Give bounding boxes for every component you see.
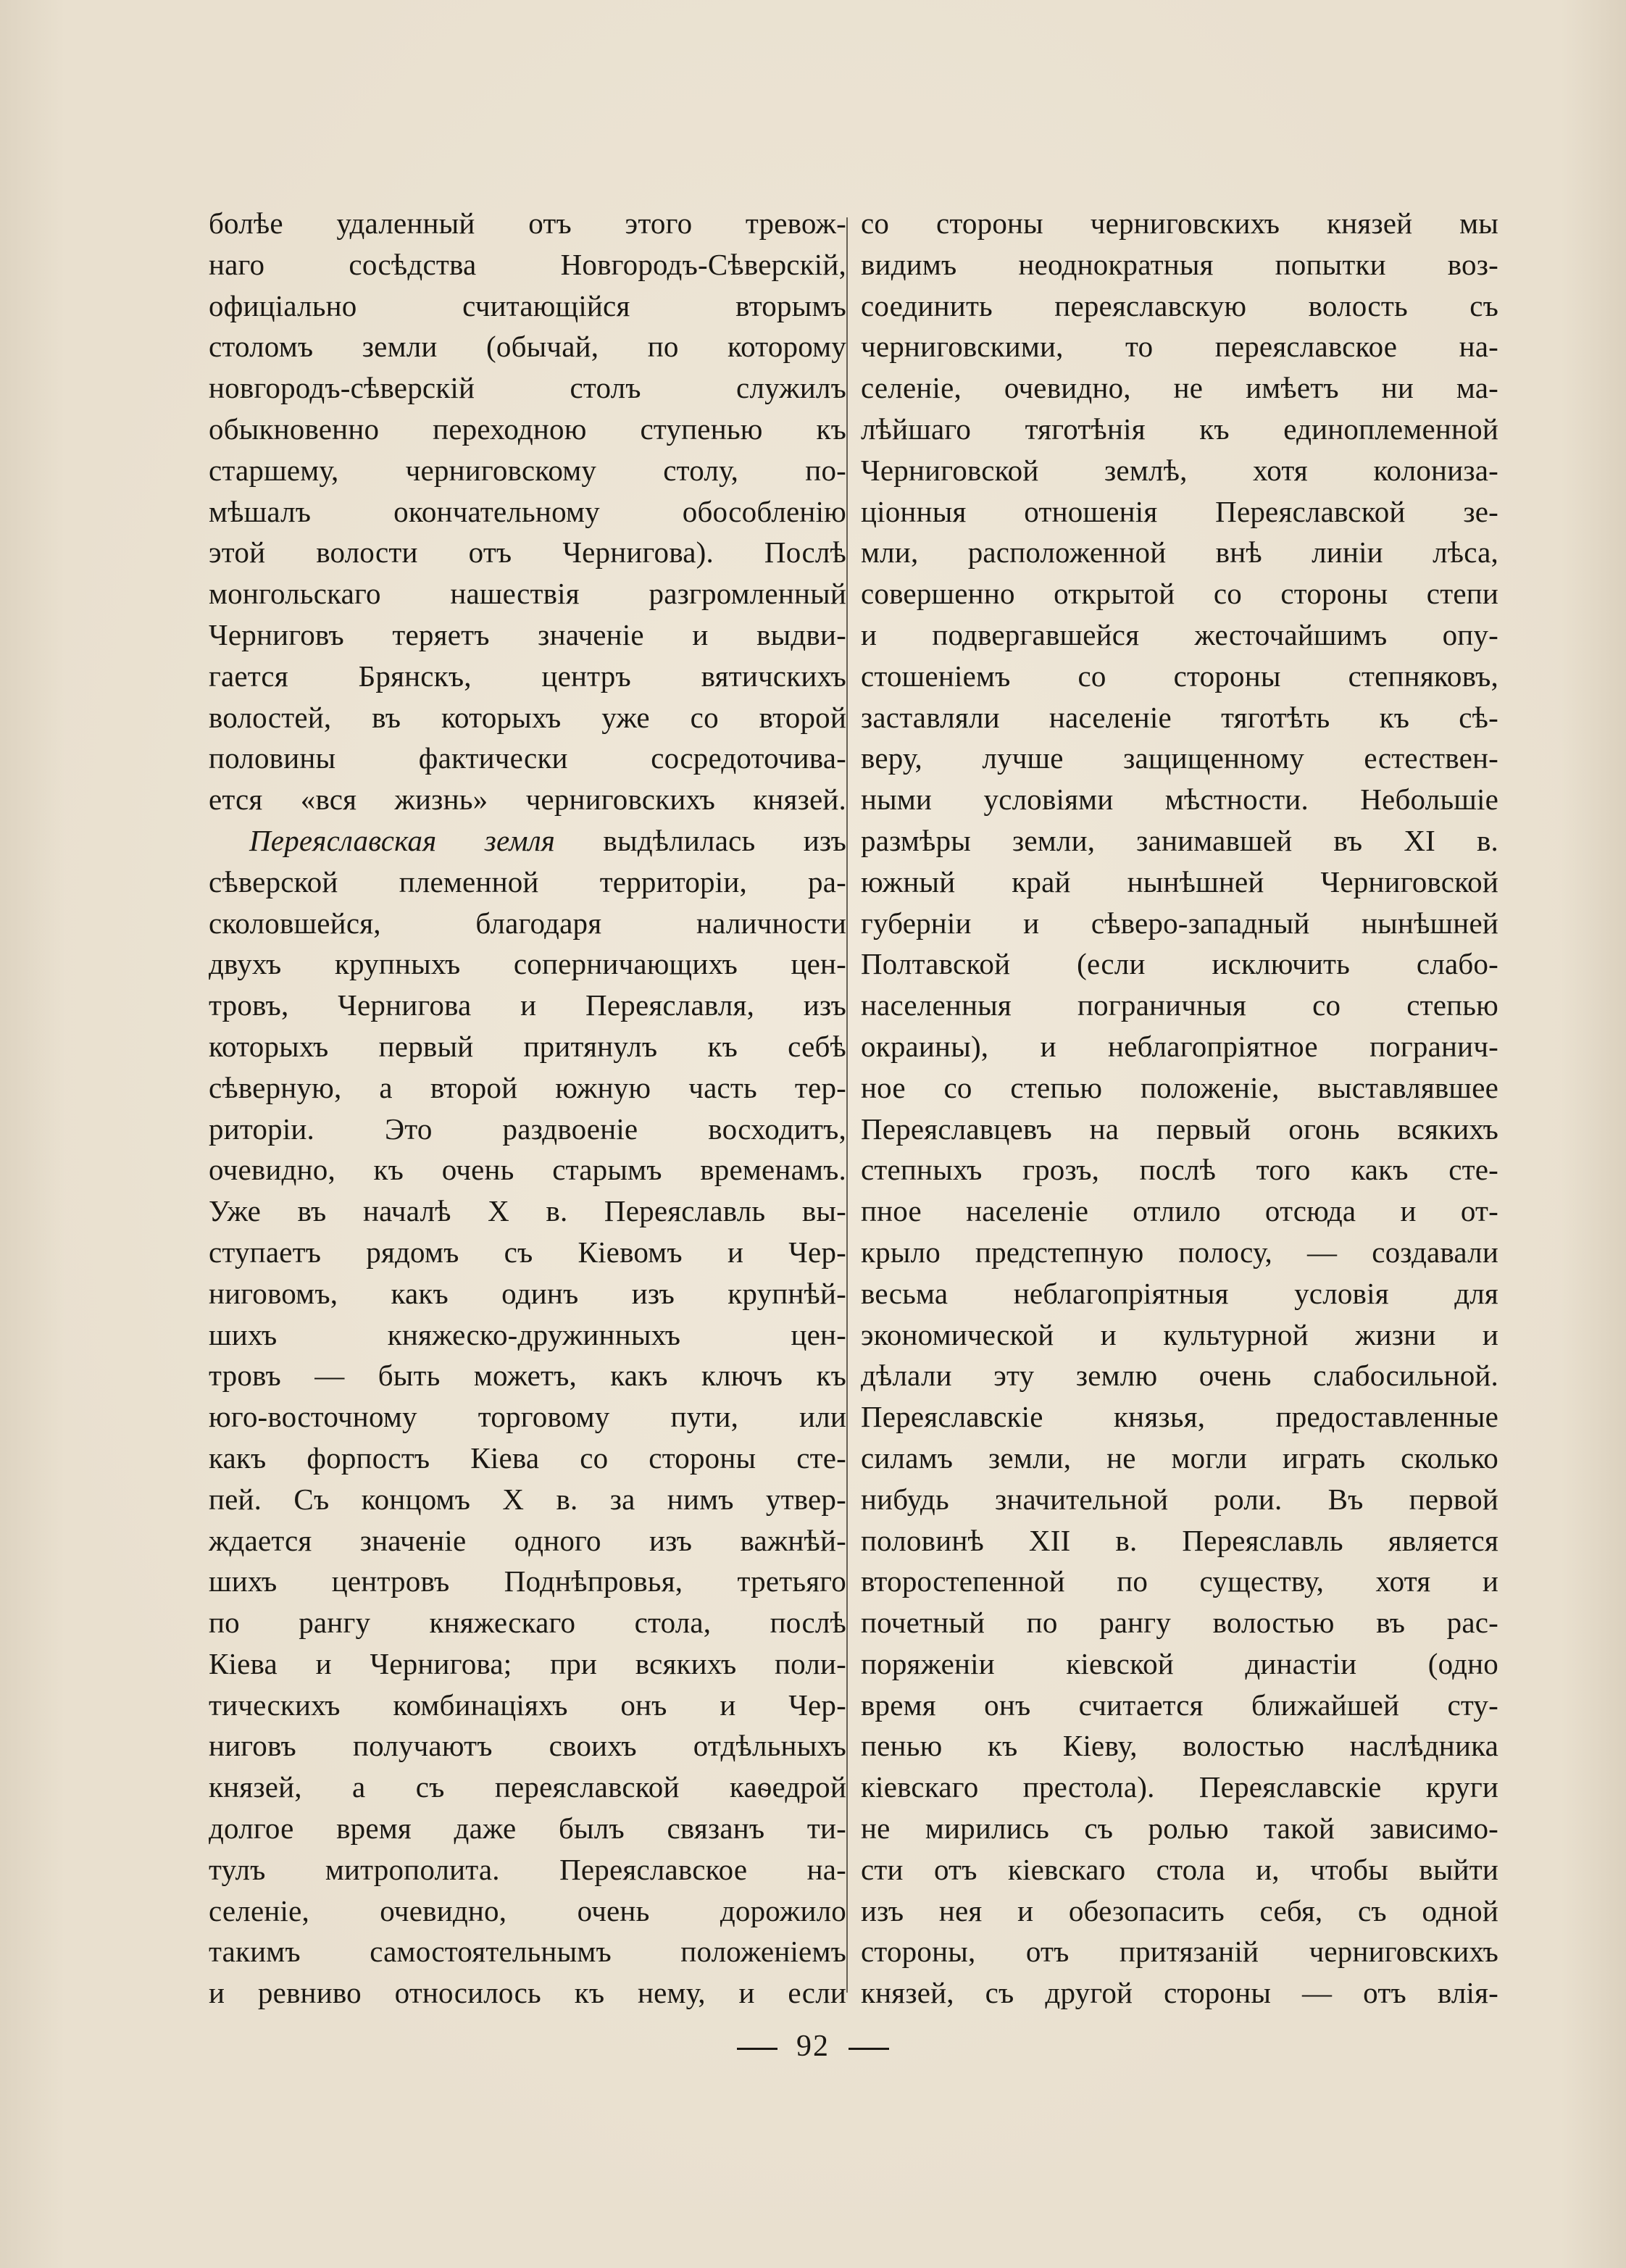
text-fragment: выдѣлилась изъ [555, 823, 846, 857]
text-line: ное со степью положеніе, выставлявшее [861, 1070, 1498, 1104]
em-dash-left [737, 2048, 777, 2050]
left-column [209, 203, 846, 2014]
text-line: половинѣ XII в. Переяславль является [861, 1523, 1498, 1557]
section-heading-italic: Переяславская земля [249, 823, 556, 857]
text-line: этой волости отъ Чернигова). Послѣ [209, 535, 846, 570]
right-column [861, 203, 1498, 2014]
text-line: сѣверную, а второй южную часть тер- [209, 1070, 846, 1104]
text-line: стороны, отъ притязаній черниговскихъ [861, 1935, 1498, 1969]
text-line: ниговъ получаютъ своихъ отдѣльныхъ [209, 1729, 846, 1763]
text-line: размѣры земли, занимавшей въ XI в. [861, 823, 1498, 857]
text-line: степныхъ грозъ, послѣ того какъ сте- [861, 1153, 1498, 1187]
text-line: тровъ — быть можетъ, какъ ключъ къ [209, 1359, 846, 1393]
text-line: риторіи. Это раздвоеніе восходитъ, [209, 1112, 846, 1146]
text-line: Переяславскіе князья, предоставленные [861, 1400, 1498, 1434]
text-line: мѣшалъ окончательному обособленію [209, 494, 846, 528]
text-line: со стороны черниговскихъ князей мы [861, 207, 1498, 240]
text-line: окраины), и неблагопріятное погранич- [861, 1029, 1498, 1063]
text-line: изъ нея и обезопасить себя, съ одной [861, 1893, 1498, 1927]
text-line: пное населеніе отлило отсюда и от- [861, 1194, 1498, 1228]
text-line: столомъ земли (обычай, по которому [209, 330, 846, 364]
text-line: видимъ неоднократныя попытки воз- [861, 247, 1498, 281]
text-line: нибудь значительной роли. Въ первой [861, 1482, 1498, 1516]
text-line: наго сосѣдства Новгородъ-Сѣверскій, [209, 247, 846, 281]
text-line: селеніе, очевидно, не имѣетъ ни ма- [861, 371, 1498, 405]
text-line: губерніи и сѣверо-западный нынѣшней [861, 906, 1498, 940]
text-line: пей. Съ концомъ X в. за нимъ утвер- [209, 1482, 846, 1516]
text-line: ниговомъ, какъ одинъ изъ крупнѣй- [209, 1276, 846, 1310]
text-line: черниговскими, то переяславское на- [861, 330, 1498, 364]
text-line: пенью къ Кіеву, волостью наслѣдника [861, 1729, 1498, 1763]
text-line: двухъ крупныхъ соперничающихъ цен- [209, 947, 846, 981]
text-line: по рангу княжескаго стола, послѣ [209, 1606, 846, 1640]
text-line: долгое время даже былъ связанъ ти- [209, 1812, 846, 1846]
text-line: поряженіи кіевской династіи (одно [861, 1646, 1498, 1680]
text-line: старшему, черниговскому столу, по- [209, 453, 846, 487]
text-line: князей, а съ переяславской каѳедрой [209, 1770, 846, 1804]
paragraph-start-line [209, 820, 846, 862]
text-line: Черниговъ теряетъ значеніе и выдви- [209, 617, 846, 651]
text-line: сти отъ кіевскаго стола и, чтобы выйти [861, 1852, 1498, 1886]
text-line: гается Брянскъ, центръ вятичскихъ [209, 659, 846, 693]
text-line: второстепенной по существу, хотя и [861, 1564, 1498, 1598]
text-line: тическихъ комбинаціяхъ онъ и Чер- [209, 1688, 846, 1722]
text-line: веру, лучше защищенному естествен- [861, 741, 1498, 775]
text-line: Полтавской (если исключить слабо- [861, 947, 1498, 981]
text-line: Переяславцевъ на первый огонь всякихъ [861, 1112, 1498, 1146]
text-line: совершенно открытой со стороны степи [861, 577, 1498, 611]
text-line: ціонныя отношенія Переяславской зе- [861, 494, 1498, 528]
text-line: офиціально считающійся вторымъ [209, 288, 846, 322]
text-line: обыкновенно переходною ступенью къ [209, 412, 846, 446]
column-divider [846, 217, 848, 1993]
text-line: тулъ митрополита. Переяславское на- [209, 1852, 846, 1886]
text-line: ждается значеніе одного изъ важнѣй- [209, 1523, 846, 1557]
text-line: соединить переяславскую волость съ [861, 288, 1498, 322]
text-line: заставляли населеніе тяготѣть къ сѣ- [861, 700, 1498, 734]
text-line: лѣйшаго тяготѣнія къ единоплеменной [861, 412, 1498, 446]
text-line: ется «вся жизнь» черниговскихъ князей. [209, 783, 846, 817]
text-line: шихъ центровъ Поднѣпровья, третьяго [209, 1564, 846, 1598]
text-line: весьма неблагопріятныя условія для [861, 1276, 1498, 1310]
text-line: кіевскаго престола). Переяславскіе круги [861, 1770, 1498, 1804]
text-line: князей, съ другой стороны — отъ влія- [861, 1976, 1498, 2010]
text-line: не мирились съ ролью такой зависимо- [861, 1812, 1498, 1846]
text-line: стошеніемъ со стороны степняковъ, [861, 659, 1498, 693]
text-line: сѣверской племенной территоріи, ра- [209, 864, 846, 899]
text-line: монгольскаго нашествія разгромленный [209, 577, 846, 611]
text-line: ными условіями мѣстности. Небольшіе [861, 783, 1498, 817]
text-line: тровъ, Чернигова и Переяславля, изъ [209, 988, 846, 1022]
text-line: населенныя пограничныя со степью [861, 988, 1498, 1022]
text-line: очевидно, къ очень старымъ временамъ. [209, 1153, 846, 1187]
text-line: юго-восточному торговому пути, или [209, 1400, 846, 1434]
text-line: и подвергавшейся жесточайшимъ опу- [861, 617, 1498, 651]
page-number-text: 92 [796, 2030, 830, 2063]
text-line: дѣлали эту землю очень слабосильной. [861, 1359, 1498, 1393]
text-line: сколовшейся, благодаря наличности [209, 906, 846, 940]
page-number [0, 2029, 1626, 2064]
text-line: Кіева и Чернигова; при всякихъ поли- [209, 1646, 846, 1680]
text-line: шихъ княжеско-дружинныхъ цен- [209, 1317, 846, 1351]
text-line: ступаетъ рядомъ съ Кіевомъ и Чер- [209, 1235, 846, 1269]
text-line: время онъ считается ближайшей сту- [861, 1688, 1498, 1722]
text-line: селеніе, очевидно, очень дорожило [209, 1893, 846, 1927]
text-line: половины фактически сосредоточива- [209, 741, 846, 775]
text-line: экономической и культурной жизни и [861, 1317, 1498, 1351]
text-line: болѣе удаленный отъ этого тревож- [209, 207, 846, 240]
text-line: и ревниво относилось къ нему, и если [209, 1976, 846, 2010]
em-dash-right [849, 2048, 889, 2050]
text-line: которыхъ первый притянулъ къ себѣ [209, 1029, 846, 1063]
text-line: мли, расположенной внѣ линіи лѣса, [861, 535, 1498, 570]
text-line: какъ форпостъ Кіева со стороны сте- [209, 1441, 846, 1475]
text-line: крыло предстепную полосу, — создавали [861, 1235, 1498, 1269]
text-line: волостей, въ которыхъ уже со второй [209, 700, 846, 734]
text-line: южный край нынѣшней Черниговской [861, 864, 1498, 899]
text-line: новгородъ-сѣверскій столъ служилъ [209, 371, 846, 405]
text-line: почетный по рангу волостью въ рас- [861, 1606, 1498, 1640]
text-line: Черниговской землѣ, хотя колониза- [861, 453, 1498, 487]
text-line: Уже въ началѣ X в. Переяславль вы- [209, 1194, 846, 1228]
text-line: силамъ земли, не могли играть сколько [861, 1441, 1498, 1475]
text-line: такимъ самостоятельнымъ положеніемъ [209, 1935, 846, 1969]
